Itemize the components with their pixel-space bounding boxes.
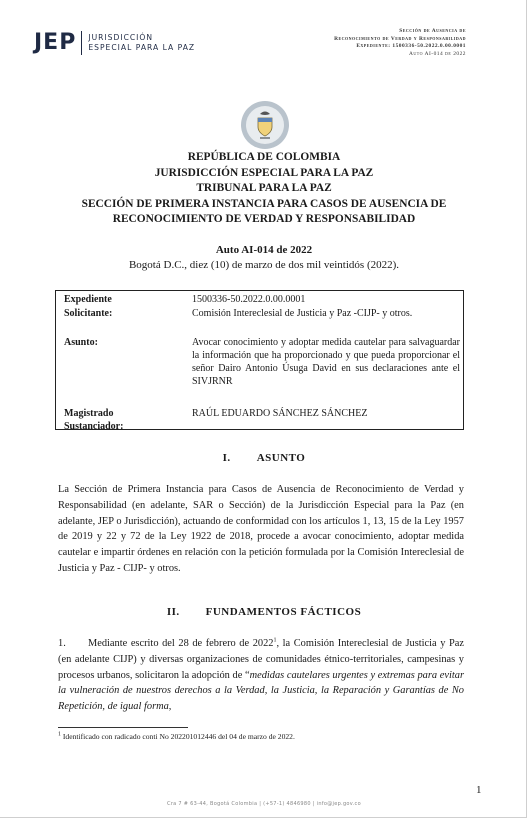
paragraph-text-a: Mediante escrito del 28 de febrero de 2022 bbox=[88, 638, 274, 649]
footnote-text: Identificado con radicado conti No 202201012446 del 04 de marzo de 2022. bbox=[61, 732, 295, 741]
jep-logo bbox=[34, 30, 195, 55]
footnote-ref[interactable]: 1 bbox=[273, 637, 277, 644]
magistrado-label-2: Sustanciador: bbox=[64, 421, 124, 432]
section-1-title: ASUNTO bbox=[256, 452, 306, 464]
footnote-number: 1 bbox=[58, 731, 61, 738]
case-info-table bbox=[55, 290, 464, 430]
header-ref-line-3: Expediente: 1500336-50.2022.0.00.0001 bbox=[356, 43, 466, 49]
section-heading-fundamentos bbox=[40, 606, 488, 618]
footnote bbox=[58, 732, 295, 741]
header-ref-line-1: Sección de Ausencia de bbox=[399, 28, 466, 34]
solicitante-label: Solicitante: bbox=[64, 308, 113, 319]
magistrado-value: RAÚL EDUARDO SÁNCHEZ SÁNCHEZ bbox=[192, 408, 368, 419]
paragraph-number: 1. bbox=[58, 638, 66, 649]
asunto-value: Avocar conocimiento y adoptar medida cautelar para salvaguardar la información que ha proporcionado y que pueda proporcionar el señor Dairo Antonio Úsuga David en sus declaraciones ante el SIVJRNR bbox=[192, 337, 460, 387]
section-heading-asunto bbox=[40, 452, 488, 464]
footer-contact: Cra 7 # 63-44, Bogotá Colombia | (+57-1) 4846980 | info@jep.gov.co bbox=[167, 801, 361, 807]
solicitante-value: Comisión Intereclesial de Justicia y Paz -CIJP- y otros. bbox=[192, 308, 413, 319]
logo-mark: JEP bbox=[34, 30, 77, 55]
asunto-label: Asunto: bbox=[64, 337, 98, 348]
expediente-value: 1500336-50.2022.0.00.0001 bbox=[192, 294, 306, 305]
page-number: 1 bbox=[476, 784, 482, 796]
auto-block bbox=[40, 243, 488, 273]
title-line-1: REPÚBLICA DE COLOMBIA bbox=[187, 151, 341, 163]
asunto-paragraph: La Sección de Primera Instancia para Casos de Ausencia de Reconocimiento de Verdad y Responsabilidad (en adelante, SAR o Sección) de la Jurisdicción Especial para la Paz (en adelante, JEP o Jurisdicción), actuando de conformidad con los artículos 1, 13, 15 de la Ley 1957 de 2019 y 22 y 72 de la Ley 1922 de 2018, procede a avocar conocimiento, adoptar medida cautelar e impartir órdenes en relación con la petición formulada por la Comisión Intereclesial de Justicia y Paz - CIJP- y otros. bbox=[58, 484, 464, 574]
logo-divider bbox=[81, 31, 82, 55]
section-2-number: II. bbox=[166, 606, 180, 618]
title-line-5: RECONOCIMIENTO DE VERDAD Y RESPONSABILIDAD bbox=[112, 213, 416, 225]
coat-of-arms-icon bbox=[240, 100, 290, 150]
paragraph-text-b: , la Comisión Intereclesial de Justicia y Paz (en adelante CIJP) y diversas organizaciones de comunidades étnico-territoriales, campesinas y procesos urbanos, solicitaron la adopción de “ bbox=[58, 638, 464, 681]
auto-number: Auto AI-014 de 2022 bbox=[215, 244, 313, 256]
section-1-number: I. bbox=[222, 452, 231, 464]
document-title bbox=[40, 150, 488, 228]
magistrado-label-1: Magistrado bbox=[64, 408, 114, 419]
title-line-3: TRIBUNAL PARA LA PAZ bbox=[196, 182, 332, 194]
magistrado-label bbox=[64, 407, 123, 433]
expediente-label: Expediente bbox=[64, 294, 112, 305]
title-line-4: SECCIÓN DE PRIMERA INSTANCIA PARA CASOS DE AUSENCIA DE bbox=[81, 197, 447, 210]
logo-line-1: JURISDICCIÓN bbox=[88, 33, 154, 42]
header-reference bbox=[334, 28, 466, 58]
logo-line-2: ESPECIAL PARA LA PAZ bbox=[88, 42, 196, 52]
logo-text bbox=[88, 33, 195, 52]
paragraph-quote: medidas cautelares urgentes y extremas para evitar la vulneración de nuestros derechos a la Verdad, la Justicia, la Reparación y Garantías de No Repetición, de igual forma, bbox=[58, 669, 464, 713]
fundamentos-paragraph-1 bbox=[58, 636, 464, 715]
section-2-title: FUNDAMENTOS FÁCTICOS bbox=[205, 606, 362, 618]
header-ref-line-2: Reconocimiento de Verdad y Responsabilidad bbox=[334, 35, 466, 42]
title-line-2: JURISDICCIÓN ESPECIAL PARA LA PAZ bbox=[154, 166, 374, 179]
auto-place-date: Bogotá D.C., diez (10) de marzo de dos mil veintidós (2022). bbox=[128, 259, 400, 271]
footnote-divider bbox=[58, 727, 188, 728]
header-ref-line-4: Auto AI-014 de 2022 bbox=[409, 50, 466, 57]
